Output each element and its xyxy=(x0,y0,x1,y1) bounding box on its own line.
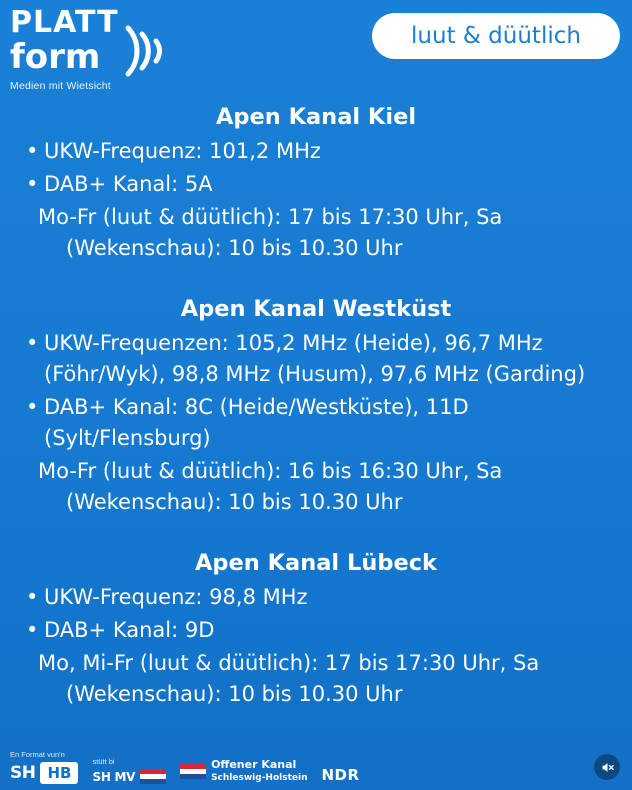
channel-title: Apen Kanal Lübeck xyxy=(194,550,438,576)
hb-badge: HB xyxy=(40,762,78,784)
channel-broadcast-times: Mo-Fr (luut & düütlich): 16 bis 16:30 Uhr, Sa (Wekenschau): 10 bis 10.30 Uhr xyxy=(38,459,503,514)
shmv-badge: SH MV xyxy=(92,769,136,784)
footer xyxy=(0,734,632,790)
list-item: • UKW-Frequenz: 101,2 MHz xyxy=(14,136,618,167)
footer-format-group xyxy=(10,750,78,784)
ok-label-line-2: Schleswig-Holstein xyxy=(211,773,308,783)
channel-frequencies xyxy=(14,136,618,200)
schleswig-holstein-flag-icon xyxy=(140,769,166,784)
logo-tagline: Medien mit Wietsicht xyxy=(10,80,111,92)
channel-frequencies xyxy=(14,582,618,646)
channel-title: Apen Kanal Kiel xyxy=(215,104,417,130)
luut-duutlich-pill[interactable]: luut & düütlich xyxy=(372,13,620,59)
list-item: • UKW-Frequenz: 98,8 MHz xyxy=(14,582,618,613)
radio-waves-icon xyxy=(118,16,178,86)
channel-block-luebeck xyxy=(14,550,618,710)
sh-badge: SH xyxy=(10,763,36,783)
channel-list xyxy=(0,104,632,734)
channel-frequencies xyxy=(14,328,618,454)
footer-ok-group xyxy=(180,758,307,784)
channel-broadcast-times: Mo, Mi-Fr (luut & düütlich): 17 bis 17:30 Uhr, Sa (Wekenschau): 10 bis 10.30 Uhr xyxy=(38,651,540,706)
list-item: • DAB+ Kanal: 8C (Heide/Westküste), 11D (Sylt/Flensburg) xyxy=(14,392,618,454)
plattform-logo xyxy=(10,5,180,94)
channel-broadcast-times: Mo-Fr (luut & düütlich): 17 bis 17:30 Uhr, Sa (Wekenschau): 10 bis 10.30 Uhr xyxy=(38,205,503,260)
mute-glyph xyxy=(600,760,615,775)
footer-support-caption: stütt bi xyxy=(92,757,115,766)
footer-ndr-group xyxy=(321,766,359,784)
spacer xyxy=(14,282,618,296)
logo-line-2: form xyxy=(10,37,101,77)
header xyxy=(0,0,632,100)
footer-format-caption: En Format vun'n xyxy=(10,750,65,759)
list-item: • DAB+ Kanal: 9D xyxy=(14,615,618,646)
spacer xyxy=(14,536,618,550)
channel-title: Apen Kanal Westküst xyxy=(180,296,452,322)
list-item: • DAB+ Kanal: 5A xyxy=(14,169,618,200)
footer-support-group xyxy=(92,757,166,784)
list-item: • UKW-Frequenzen: 105,2 MHz (Heide), 96,7 MHz (Föhr/Wyk), 98,8 MHz (Husum), 97,6 MHz (Garding) xyxy=(14,328,618,390)
channel-block-kiel xyxy=(14,104,618,264)
channel-block-westkuest xyxy=(14,296,618,518)
ok-flag-icon xyxy=(180,764,206,779)
ok-label-line-1: Offener Kanal xyxy=(211,758,297,771)
ndr-logo: NDR xyxy=(321,766,360,784)
speaker-muted-icon[interactable] xyxy=(594,754,620,780)
logo-line-1: PLATT xyxy=(10,5,119,40)
